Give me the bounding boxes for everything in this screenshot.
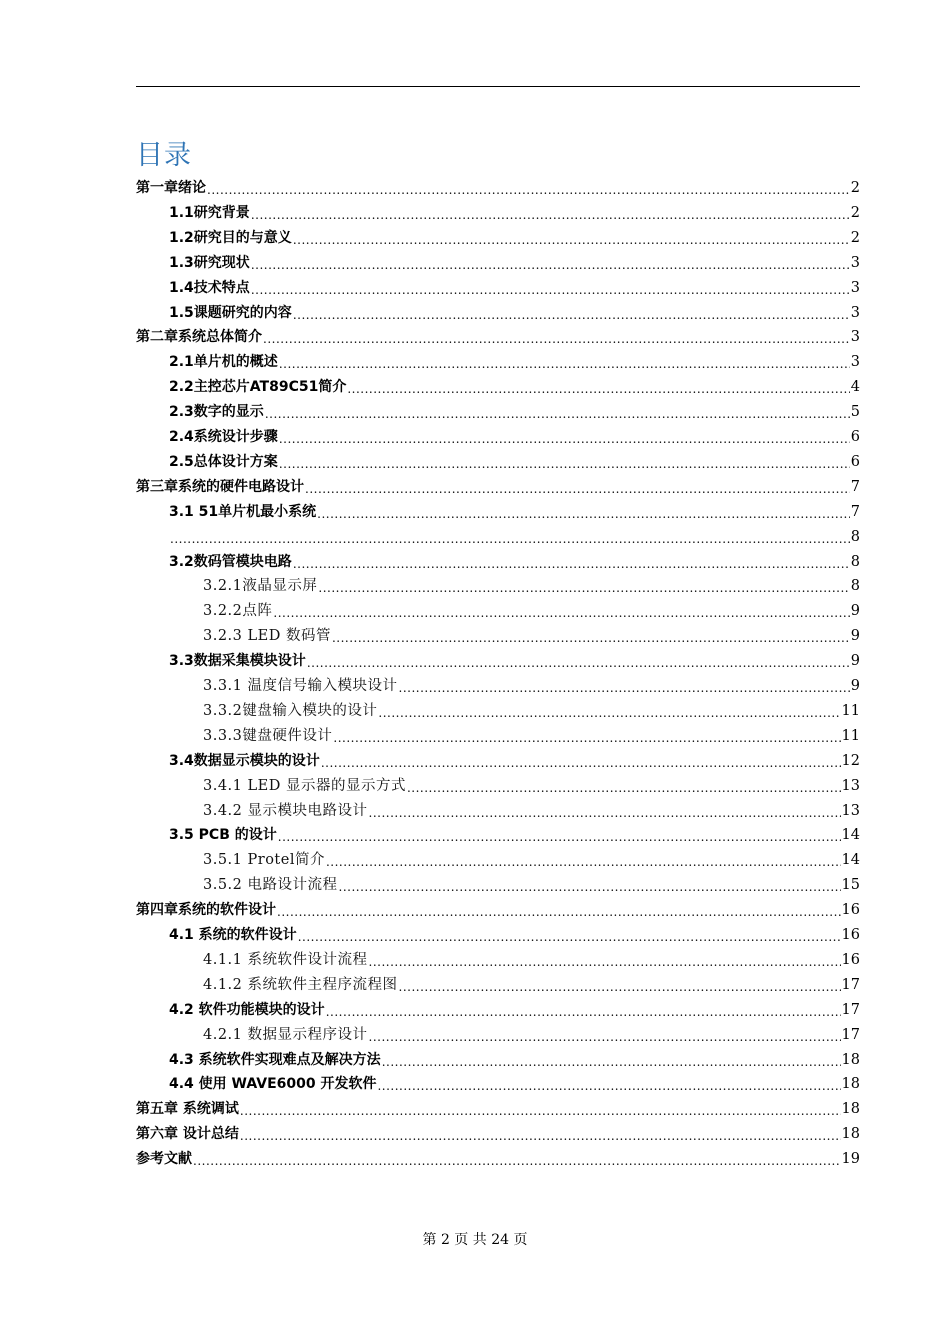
toc-entry-label: 3.3.1 温度信号输入模块设计 bbox=[203, 678, 398, 694]
toc-entry-page: 13 bbox=[841, 777, 860, 794]
toc-entry-page: 17 bbox=[841, 976, 860, 993]
toc-entry[interactable] bbox=[169, 351, 860, 373]
toc-entry-label: 4.3 系统软件实现难点及解决方法 bbox=[169, 1051, 381, 1068]
toc-leader-dots bbox=[263, 330, 850, 348]
toc-entry-page: 16 bbox=[841, 927, 860, 943]
toc-entry-label: 3.2.1液晶显示屏 bbox=[203, 578, 318, 595]
toc-leader-dots bbox=[240, 1127, 841, 1145]
header-rule bbox=[136, 86, 860, 87]
toc-leader-dots bbox=[293, 555, 850, 573]
toc-entry-label: 4.4 使用 WAVE6000 开发软件 bbox=[169, 1076, 377, 1093]
toc-entry[interactable] bbox=[203, 874, 860, 896]
toc-entry-label: 3.4数据显示模块的设计 bbox=[169, 752, 320, 769]
toc-entry-page: 11 bbox=[841, 702, 860, 719]
toc-entry-page: 3 bbox=[850, 279, 860, 296]
toc-entry-label: 4.2 软件功能模块的设计 bbox=[169, 1001, 325, 1018]
toc-leader-dots bbox=[293, 231, 850, 249]
toc-entry[interactable] bbox=[203, 849, 860, 871]
toc-leader-dots bbox=[399, 679, 850, 697]
toc-leader-dots bbox=[369, 804, 841, 822]
toc-entry-page: 2 bbox=[850, 229, 860, 246]
toc-entry-page: 18 bbox=[841, 1101, 860, 1118]
toc-leader-dots bbox=[298, 928, 841, 946]
toc-entry[interactable] bbox=[169, 750, 860, 772]
toc-entry[interactable] bbox=[203, 575, 860, 597]
toc-leader-dots bbox=[321, 754, 841, 772]
toc-leader-dots bbox=[279, 455, 850, 473]
toc-entry[interactable] bbox=[169, 277, 860, 299]
toc-entry-label: 2.3数字的显示 bbox=[169, 404, 264, 421]
toc-entry-page: 6 bbox=[850, 453, 860, 470]
toc-entry[interactable] bbox=[203, 1024, 860, 1046]
toc-entry-label: 第四章系统的软件设计 bbox=[136, 902, 276, 919]
toc-entry-page: 13 bbox=[841, 802, 860, 819]
toc-title: 目录 bbox=[136, 140, 192, 171]
toc-leader-dots bbox=[307, 654, 850, 672]
toc-leader-dots bbox=[207, 181, 850, 199]
toc-entry-page: 7 bbox=[850, 503, 860, 520]
toc-entry-page: 2 bbox=[850, 180, 860, 196]
toc-leader-dots bbox=[333, 729, 840, 747]
toc-entry[interactable] bbox=[169, 451, 860, 473]
toc-leader-dots bbox=[293, 306, 850, 324]
toc-entry-page: 17 bbox=[841, 1001, 860, 1018]
toc-entry-page: 5 bbox=[850, 404, 860, 421]
toc-entry-page: 9 bbox=[850, 603, 860, 620]
toc-entry-label: 1.5课题研究的内容 bbox=[169, 304, 292, 321]
toc-entry[interactable] bbox=[203, 625, 860, 647]
toc-entry[interactable] bbox=[169, 924, 860, 946]
toc-entry-label: 第二章系统总体简介 bbox=[136, 329, 262, 346]
toc-entry-label: 第五章 系统调试 bbox=[136, 1101, 239, 1118]
toc-leader-dots bbox=[326, 1003, 841, 1021]
toc-leader-dots bbox=[278, 828, 841, 846]
toc-leader-dots bbox=[347, 380, 849, 398]
toc-entry-label: 参考文献 bbox=[136, 1151, 192, 1168]
toc-entry-page: 6 bbox=[850, 429, 860, 445]
toc-entry[interactable] bbox=[203, 974, 860, 996]
toc-entry-label: 3.1 51单片机最小系统 bbox=[169, 503, 317, 520]
toc-entry-label: 3.3.3键盘硬件设计 bbox=[203, 727, 333, 744]
toc-entry-label: 3.3.2键盘输入模块的设计 bbox=[203, 702, 378, 719]
toc-leader-dots bbox=[378, 704, 840, 722]
toc-entry-label: 4.1.1 系统软件设计流程 bbox=[203, 951, 368, 968]
toc-entry[interactable] bbox=[136, 177, 860, 199]
toc-entry[interactable] bbox=[169, 202, 860, 224]
toc-entry-label: 3.5.2 电路设计流程 bbox=[203, 877, 338, 894]
toc-entry-page: 9 bbox=[850, 653, 860, 670]
toc-entry-label: 3.4.1 LED 显示器的显示方式 bbox=[203, 777, 406, 794]
page-footer: 第 2 页 共 24 页 bbox=[422, 1232, 528, 1248]
toc-entry-page: 4 bbox=[850, 379, 860, 396]
toc-entry-page: 3 bbox=[850, 329, 860, 346]
toc-entry-page: 9 bbox=[850, 628, 860, 645]
toc-entry-page: 16 bbox=[841, 902, 860, 919]
toc-entry[interactable] bbox=[136, 476, 860, 498]
toc-leader-dots bbox=[407, 779, 841, 797]
toc-entry-page: 18 bbox=[841, 1076, 860, 1093]
toc-entry-label: 第六章 设计总结 bbox=[136, 1126, 239, 1143]
toc-leader-dots bbox=[369, 1028, 841, 1046]
toc-entry[interactable] bbox=[203, 949, 860, 971]
toc-leader-dots bbox=[240, 1102, 841, 1120]
toc-entry-label: 1.2研究目的与意义 bbox=[169, 229, 292, 246]
toc-leader-dots bbox=[305, 480, 850, 498]
toc-entry-page: 14 bbox=[841, 827, 860, 844]
toc-leader-dots bbox=[339, 878, 841, 896]
toc-entry[interactable] bbox=[169, 426, 860, 448]
toc-entry[interactable] bbox=[136, 1098, 860, 1120]
toc-entry[interactable] bbox=[169, 376, 860, 398]
toc-entry-label: 3.4.2 显示模块电路设计 bbox=[203, 802, 368, 819]
toc-entry[interactable] bbox=[169, 551, 860, 573]
toc-leader-dots bbox=[170, 530, 850, 548]
toc-entry[interactable] bbox=[136, 326, 860, 348]
toc-entry[interactable] bbox=[169, 1049, 860, 1071]
toc-entry-page: 3 bbox=[850, 254, 860, 271]
toc-entry-label: 2.5总体设计方案 bbox=[169, 453, 278, 470]
toc-entry-page: 8 bbox=[850, 528, 860, 545]
toc-leader-dots bbox=[251, 206, 850, 224]
toc-entry[interactable] bbox=[203, 725, 860, 747]
toc-entry[interactable] bbox=[169, 650, 860, 672]
toc-entry[interactable] bbox=[169, 824, 860, 846]
toc-entry[interactable] bbox=[136, 899, 860, 921]
toc-entry[interactable] bbox=[136, 1148, 860, 1170]
toc-entry-label: 4.1 系统的软件设计 bbox=[169, 927, 297, 943]
toc-entry[interactable] bbox=[169, 1073, 860, 1095]
toc-entry[interactable] bbox=[136, 1123, 860, 1145]
toc-leader-dots bbox=[399, 978, 841, 996]
toc-leader-dots bbox=[279, 355, 850, 373]
toc-entry-label: 2.4系统设计步骤 bbox=[169, 429, 278, 445]
toc-entry[interactable] bbox=[203, 775, 860, 797]
toc-entry-label: 第三章系统的硬件电路设计 bbox=[136, 478, 304, 495]
toc-entry-page: 11 bbox=[841, 727, 860, 744]
toc-entry-page: 17 bbox=[841, 1026, 860, 1043]
toc-entry-label: 1.3研究现状 bbox=[169, 254, 250, 271]
toc-entry-page: 19 bbox=[841, 1151, 860, 1168]
toc-leader-dots bbox=[273, 604, 849, 622]
toc-leader-dots bbox=[332, 629, 850, 647]
toc-entry[interactable] bbox=[203, 600, 860, 622]
toc-entry-page: 3 bbox=[850, 304, 860, 321]
toc-leader-dots bbox=[277, 903, 841, 921]
toc-leader-dots bbox=[382, 1053, 841, 1071]
toc-leader-dots bbox=[251, 256, 850, 274]
toc-leader-dots bbox=[265, 405, 850, 423]
toc-entry-page: 7 bbox=[850, 478, 860, 495]
toc-entry[interactable] bbox=[169, 252, 860, 274]
toc-entry-label: 4.1.2 系统软件主程序流程图 bbox=[203, 976, 398, 993]
toc-entry-page: 18 bbox=[841, 1051, 860, 1068]
toc-entry[interactable] bbox=[169, 526, 860, 548]
toc-leader-dots bbox=[369, 953, 841, 971]
toc-entry-page: 2 bbox=[850, 204, 860, 221]
toc-leader-dots bbox=[317, 505, 850, 523]
toc-entry-page: 3 bbox=[850, 354, 860, 371]
toc-entry-label: 1.1研究背景 bbox=[169, 204, 250, 221]
toc-entry-label: 3.2.2点阵 bbox=[203, 603, 273, 620]
toc-entry-label: 2.2主控芯片AT89C51简介 bbox=[169, 379, 347, 396]
toc-entry-page: 16 bbox=[841, 951, 860, 968]
toc-entry-page: 9 bbox=[850, 678, 860, 694]
toc-entry[interactable] bbox=[169, 227, 860, 249]
toc-entry-page: 15 bbox=[841, 877, 860, 894]
toc-entry-page: 8 bbox=[850, 578, 860, 595]
toc-entry[interactable] bbox=[203, 800, 860, 822]
toc-entry-label: 3.2数码管模块电路 bbox=[169, 553, 292, 570]
toc-leader-dots bbox=[279, 430, 850, 448]
toc-entry[interactable] bbox=[169, 999, 860, 1021]
toc-entry-page: 12 bbox=[841, 752, 860, 769]
toc-entry-label: 1.4技术特点 bbox=[169, 279, 250, 296]
toc-entry-label: 3.2.3 LED 数码管 bbox=[203, 628, 331, 645]
toc-leader-dots bbox=[377, 1077, 840, 1095]
toc-entry-label: 第一章绪论 bbox=[136, 180, 206, 196]
toc-entry-page: 18 bbox=[841, 1126, 860, 1143]
toc-entry[interactable] bbox=[203, 675, 860, 697]
toc-entry[interactable] bbox=[169, 302, 860, 324]
toc-leader-dots bbox=[326, 853, 841, 871]
toc-entry-label: 2.1单片机的概述 bbox=[169, 354, 278, 371]
toc-entry[interactable] bbox=[169, 501, 860, 523]
toc-entry-label: 3.5 PCB 的设计 bbox=[169, 827, 277, 844]
toc-leader-dots bbox=[193, 1152, 841, 1170]
toc-entry-label: 4.2.1 数据显示程序设计 bbox=[203, 1026, 368, 1043]
toc-entry[interactable] bbox=[169, 401, 860, 423]
toc-leader-dots bbox=[318, 579, 849, 597]
toc-entry-label: 3.3数据采集模块设计 bbox=[169, 653, 306, 670]
toc-entry-page: 14 bbox=[841, 852, 860, 869]
toc-entry-page: 8 bbox=[850, 553, 860, 570]
toc-entry-label: 3.5.1 Protel简介 bbox=[203, 852, 325, 869]
toc-entry[interactable] bbox=[203, 700, 860, 722]
toc-leader-dots bbox=[251, 281, 850, 299]
